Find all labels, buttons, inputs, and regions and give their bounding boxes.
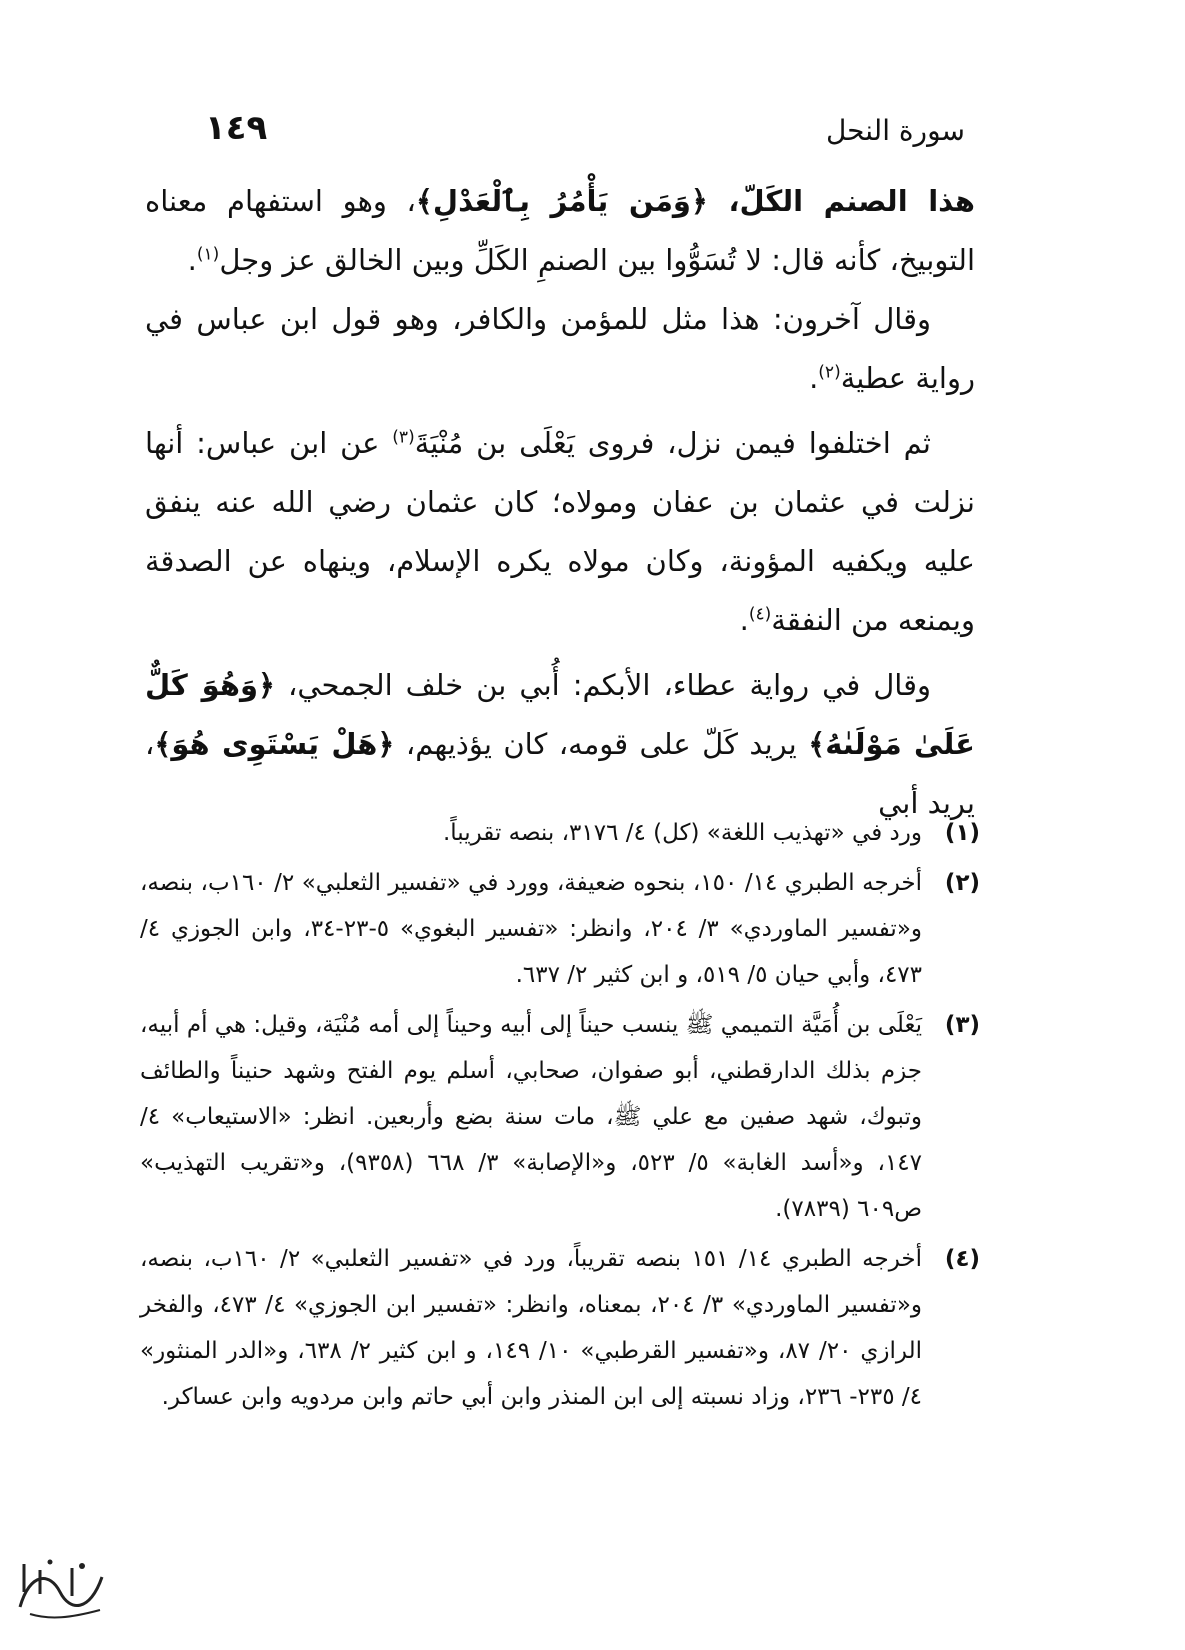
footnote-number: (١) <box>944 820 980 846</box>
footnote-ref[interactable]: (٤) <box>748 604 772 625</box>
quran-verse: ﴿وَمَن يَأْمُرُ بِٱلْعَدْلِ﴾ <box>415 184 708 218</box>
footnotes <box>140 810 980 1424</box>
text-span: . <box>187 243 197 277</box>
text-span: هذا الصنم الكَلّ، <box>707 184 975 218</box>
footnote-1 <box>140 810 980 856</box>
text-span: . <box>739 603 749 637</box>
footnote-text: يَعْلَى بن أُمَيَّة التميمي ﷺ ينسب حيناً إلى أبيه وحيناً إلى أمه مُنْيَة، وقيل: هي أم أبيه، جزم بذلك الدارقطني، أبو صفوان، صحابي، أسلم يوم الفتح وشهد حنيناً والطائف وتبوك، شهد صفين مع علي ﷺ، مات سنة بضع وأربعين. انظر: «الاستيعاب» ٤/ ١٤٧، و«أسد الغابة» ٥/ ٥٢٣، و«الإصابة» ٣/ ٦٦٨ (٩٣٥٨)، و«تقريب التهذيب» ص٦٠٩ (٧٨٣٩). <box>140 1012 923 1222</box>
paragraph-3 <box>145 414 975 650</box>
footnote-3 <box>140 1002 980 1232</box>
main-text <box>145 172 975 833</box>
page-header <box>205 108 965 158</box>
surah-title: سورة النحل <box>825 114 965 147</box>
footnote-text: أخرجه الطبري ١٤/ ١٥١ بنصه تقريباً، ورد في «تفسير الثعلبي» ٢/ ١٦٠ب، بنصه، و«تفسير الماوردي» ٣/ ٢٠٤، بمعناه، وانظر: «تفسير ابن الجوزي» ٤/ ٤٧٣، والفخر الرازي ٢٠/ ٨٧، و«تفسير القرطبي» ١٠/ ١٤٩، و ابن كثير ٢/ ٦٣٨، و«الدر المنثور» ٤/ ٢٣٥- ٢٣٦، وزاد نسبته إلى ابن المنذر وابن أبي حاتم وابن مردويه وابن عساكر. <box>140 1246 923 1410</box>
footnote-number: (٤) <box>944 1246 980 1272</box>
text-span: ، يريد أبي <box>145 727 975 820</box>
footnote-ref[interactable]: (١) <box>196 244 220 265</box>
quran-verse: ﴿هَلْ يَسْتَوِى هُوَ﴾ <box>154 727 395 761</box>
text-span: ، وهو استفهام معناه التوبيخ، كأنه قال: لا تُسَوُّوا بين الصنمِ الكَلِّ وبين الخالق عز وجل <box>145 184 975 277</box>
text-span: . <box>809 361 819 395</box>
text-span: عن ابن عباس: أنها نزلت في عثمان بن عفان ومولاه؛ كان عثمان رضي الله عنه ينفق عليه ويكفيه المؤونة، وكان مولاه يكره الإسلام، وينهاه عن الصدقة ويمنعه من النفقة <box>145 426 975 637</box>
paragraph-4 <box>145 656 975 833</box>
library-stamp-logo <box>10 1552 110 1622</box>
footnote-text: أخرجه الطبري ١٤/ ١٥٠، بنحوه ضعيفة، وورد في «تفسير الثعلبي» ٢/ ١٦٠ب، بنصه، و«تفسير الماوردي» ٣/ ٢٠٤، وانظر: «تفسير البغوي» ٥-٢٣-٣٤، وابن الجوزي ٤/ ٤٧٣، وأبي حيان ٥/ ٥١٩، و ابن كثير ٢/ ٦٣٧. <box>140 870 923 988</box>
text-span: يريد كَلّ على قومه، كان يؤذيهم، <box>394 727 809 761</box>
footnote-4 <box>140 1236 980 1420</box>
footnote-number: (٢) <box>944 870 980 896</box>
footnote-number: (٣) <box>944 1012 980 1038</box>
footnote-text: ورد في «تهذيب اللغة» (كل) ٤/ ٣١٧٦، بنصه تقريباً. <box>442 820 922 846</box>
footnote-ref[interactable]: (٣) <box>392 427 415 448</box>
text-span: وقال في رواية عطاء، الأبكم: أُبي بن خلف الجمحي، <box>274 668 931 702</box>
page-number: ١٤٩ <box>205 108 268 148</box>
paragraph-2 <box>145 290 975 408</box>
text-span: وقال آخرون: هذا مثل للمؤمن والكافر، وهو قول ابن عباس في رواية عطية <box>145 302 975 395</box>
quran-verse: ﴿وَهُوَ كَلٌّ عَلَىٰ مَوْلَىٰهُ﴾ <box>145 668 975 761</box>
footnote-ref[interactable]: (٢) <box>818 362 841 383</box>
text-span: ثم اختلفوا فيمن نزل، فروى يَعْلَى بن مُنْيَةَ <box>414 426 931 460</box>
footnote-2 <box>140 860 980 998</box>
paragraph-1 <box>145 172 975 290</box>
